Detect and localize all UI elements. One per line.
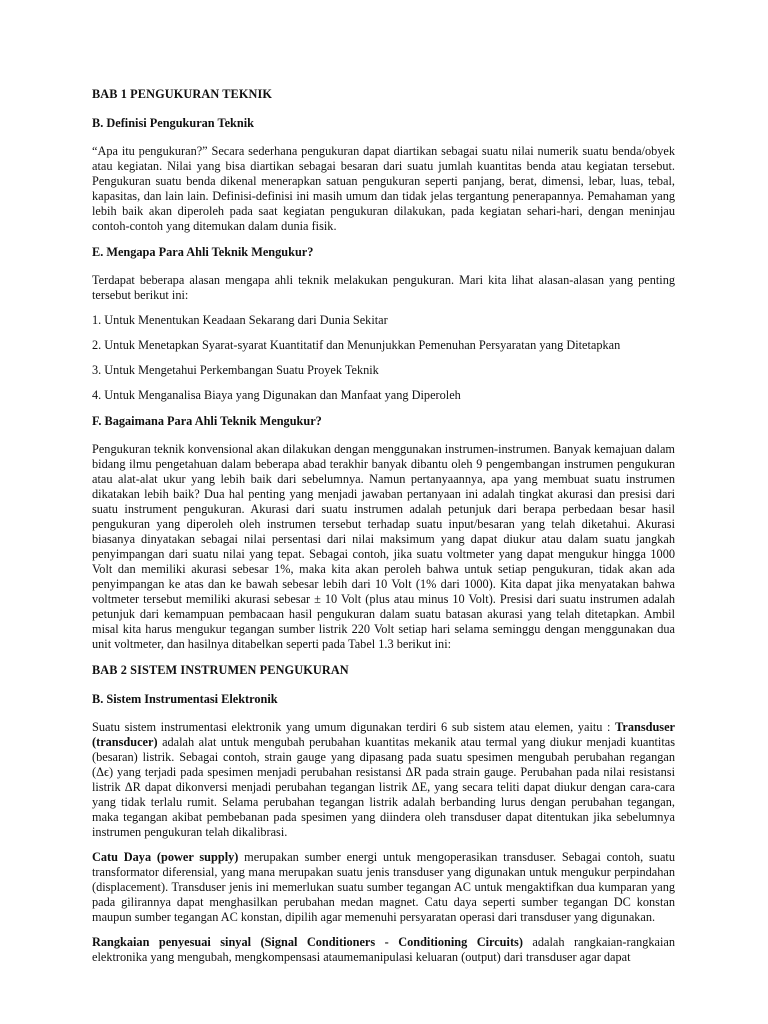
paragraph-catu-daya-text: merupakan sumber energi untuk mengoperasikan transduser. Sebagai contoh, suatu transformator diferensial, yang mana merupakan suatu jenis transduser yang digunakan untuk mengukur perpindahan (displacement). Transduser jenis ini memerlukan suatu sumber tegangan AC untuk mengaktifkan dua kumparan yang pada gilirannya dapat menghasilkan perubahan medan magnet. Catu daya seperti sumber tegangan DC konstan maupun sumber tegangan AC konstan, dipilih agar memenuhi persyaratan operasi dari transduser yang digunakan.	[92, 850, 675, 924]
paragraph-alasan-intro: Terdapat beberapa alasan mengapa ahli teknik melakukan pengukuran. Mari kita lihat alasan-alasan yang penting tersebut berikut ini:	[92, 273, 675, 302]
section-heading-definisi: B. Definisi Pengukuran Teknik	[92, 116, 254, 130]
section-heading-bagaimana: F. Bagaimana Para Ahli Teknik Mengukur?	[92, 414, 322, 428]
paragraph-intro-text: Suatu sistem instrumentasi elektronik yang umum digunakan terdiri 6 sub sistem atau elemen, yaitu :	[92, 720, 611, 734]
paragraph-rangkaian-text: adalah rangkaian-rangkaian elektronika yang mengubah, mengkompensasi ataumemanipulasi keluaran (output) dari transduser agar dapat	[92, 935, 675, 964]
section-heading-sistem-instrumentasi: B. Sistem Instrumentasi Elektronik	[92, 692, 278, 706]
paragraph-pengukuran-konvensional: Pengukuran teknik konvensional akan dilakukan dengan menggunakan instrumen-instrumen. Banyak kemajuan dalam bidang ilmu pengetahuan dalam beberapa abad terakhir banyak dibantu oleh 9 pengembangan instrumen pengukuran atau alat-alat ukur yang lebih baik dari sebelumnya. Namun pertanyaannya, apa yang membuat suatu instrumen dikatakan lebih baik? Dua hal penting yang menjadi jawaban pertanyaan ini adalah tingkat akurasi dan presisi dari suatu instrument pengukuran. Akurasi dari suatu instrumen adalah petunjuk dari berapa perbedaan besar hasil pengukuran yang diperoleh oleh instrumen tersebut terhadap suatu input/besaran yang telah diketahui. Akurasi biasanya dinyatakan sebagai nilai persentasi dari nilai maksimum yang dapat diukur atau dalam suatu jangkah penyimpangan dari suatu nilai yang tepat. Sebagai contoh, jika suatu voltmeter yang dapat mengukur hingga 1000 Volt dan memiliki akurasi sebesar 1%, maka kita akan peroleh bahwa untuk setiap pengukuran, tidak akan ada penyimpangan ke atas dan ke bawah sebesar lebih dari 10 Volt (1% dari 1000). Kita dapat jika menyatakan bahwa voltmeter tersebut memiliki akurasi sebesar ± 10 Volt (plus atau minus 10 Volt). Presisi dari suatu instrumen adalah petunjuk dari kemampuan pembacaan hasil pengukuran dalam suatu batasan akurasi yang telah ditetapkan. Ambil misal kita harus mengukur tegangan sumber listrik 220 Volt setiap hari selama seminggu dengan menggunakan dua unit voltmeter, dan hasilnya ditabelkan seperti pada Tabel 1.3 berikut ini:	[92, 442, 675, 651]
term-transduser: Transduser (transducer)	[92, 720, 675, 749]
term-rangkaian-penyesuai: Rangkaian penyesuai sinyal (Signal Conditioners - Conditioning Circuits)	[92, 935, 523, 949]
document-page	[92, 86, 675, 975]
chapter-2-title: BAB 2 SISTEM INSTRUMEN PENGUKURAN	[92, 663, 349, 677]
list-item-3: 3. Untuk Mengetahui Perkembangan Suatu Proyek Teknik	[92, 363, 379, 377]
term-catu-daya: Catu Daya (power supply)	[92, 850, 239, 864]
paragraph-catu-daya	[92, 850, 675, 925]
paragraph-transduser-text: adalah alat untuk mengubah perubahan kuantitas mekanik atau termal yang diukur menjadi kuantitas (besaran) listrik. Sebagai contoh, strain gauge yang dipasang pada suatu spesimen mengubah perubahan regangan (Δϵ) yang terjadi pada spesimen menjadi perubahan resistansi ΔR pada strain gauge. Perubahan pada nilai resistansi listrik ΔR dapat dikonversi menjadi perubahan tegangan listrik ΔE, yang secara teliti dapat diukur dengan cara-cara yang tidak terlalu rumit. Selama perubahan tegangan listrik adalah berbanding lurus dengan perubahan tegangan, maka tegangan akibat pembebanan pada spesimen yang diindera oleh transduser dapat ditentukan jika sebelumnya instrumen pengukuran telah dikalibrasi.	[92, 735, 675, 839]
list-item-2: 2. Untuk Menetapkan Syarat-syarat Kuantitatif dan Menunjukkan Pemenuhan Persyaratan yang Ditetapkan	[92, 338, 621, 352]
list-item-4: 4. Untuk Menganalisa Biaya yang Digunakan dan Manfaat yang Diperoleh	[92, 388, 461, 402]
paragraph-transduser	[92, 720, 675, 840]
list-item-1: 1. Untuk Menentukan Keadaan Sekarang dari Dunia Sekitar	[92, 313, 388, 327]
section-heading-mengapa: E. Mengapa Para Ahli Teknik Mengukur?	[92, 245, 314, 259]
paragraph-definisi: “Apa itu pengukuran?” Secara sederhana pengukuran dapat diartikan sebagai suatu nilai numerik suatu benda/obyek atau kegiatan. Nilai yang bisa diartikan sebagai besaran dari suatu jumlah kuantitas benda atau kegiatan tersebut. Pengukuran suatu benda dikenal menerapkan satuan pengukuran seperti panjang, berat, dimensi, lebar, luas, tebal, kapasitas, dan lain lain. Definisi-definisi ini masih umum dan tidak jelas tergantung penerapannya. Pemahaman yang lebih baik akan diperoleh pada saat kegiatan pengukuran dilakukan, pada kegiatan sehari-hari, dengan meninjau contoh-contoh yang ditemukan dalam dunia fisik.	[92, 144, 675, 233]
paragraph-rangkaian-penyesuai	[92, 935, 675, 965]
chapter-1-title: BAB 1 PENGUKURAN TEKNIK	[92, 87, 273, 101]
